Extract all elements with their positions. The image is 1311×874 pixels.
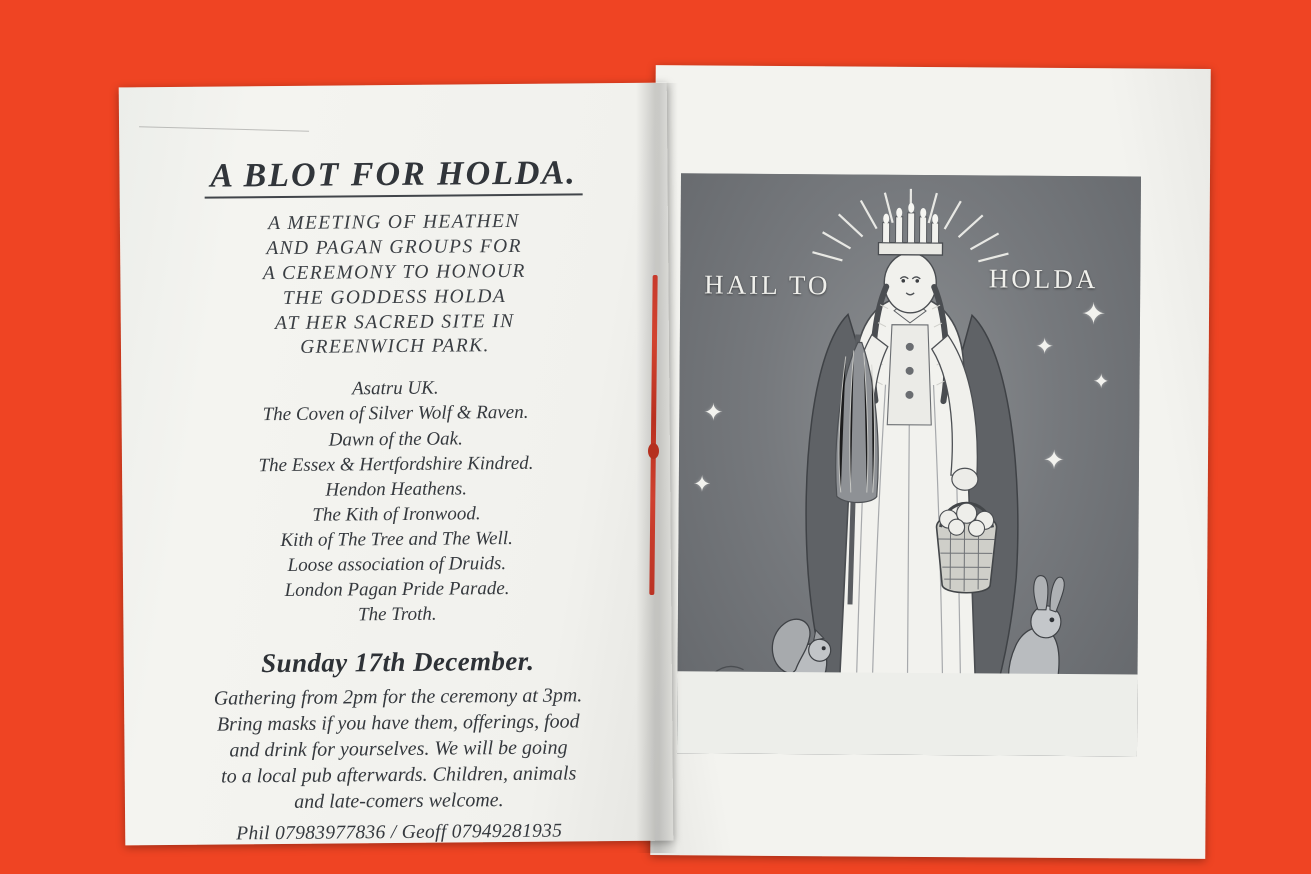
star-icon: ✦	[1080, 298, 1107, 332]
list-item: The Kith of Ironwood.	[312, 503, 481, 526]
intro-line: GREENWICH PARK.	[300, 335, 490, 359]
intro-line: A MEETING OF HEATHEN	[267, 210, 520, 234]
event-date: Sunday 17th December.	[261, 645, 535, 679]
holda-figure	[677, 173, 1141, 756]
list-item: Hendon Heathens.	[325, 478, 468, 501]
intro-line: AND PAGAN GROUPS FOR	[266, 235, 523, 259]
list-item: The Troth.	[357, 603, 437, 626]
intro-line: THE GODDESS HOLDA	[282, 285, 507, 309]
holda-illustration	[677, 173, 1141, 756]
leaflet-right-page	[650, 65, 1211, 859]
event-details	[124, 682, 673, 817]
list-item: Dawn of the Oak.	[328, 427, 463, 451]
list-item: The Essex & Hertfordshire Kindred.	[258, 452, 534, 476]
detail-line: Bring masks if you have them, offerings, food	[216, 710, 580, 736]
binding-knot	[648, 443, 659, 459]
star-icon: ✦	[703, 400, 724, 427]
illustration-caption-left: HAIL TO	[704, 269, 831, 301]
illustration-ground	[677, 671, 1138, 756]
detail-line: and late-comers welcome.	[294, 789, 504, 814]
list-item: The Coven of Silver Wolf & Raven.	[262, 402, 529, 426]
list-item: London Pagan Pride Parade.	[284, 578, 510, 602]
intro-line: A CEREMONY TO HONOUR	[262, 260, 526, 284]
participating-groups-list	[121, 374, 671, 630]
star-icon: ✦	[1092, 371, 1110, 394]
page-title: A BLOT FOR HOLDA.	[204, 155, 583, 198]
detail-line: Gathering from 2pm for the ceremony at 3pm.	[213, 684, 583, 710]
intro-line: AT HER SACRED SITE IN	[274, 310, 515, 334]
intro-paragraph	[120, 208, 669, 362]
leaflet-booklet	[108, 55, 1208, 845]
illustration-caption-right: HOLDA	[988, 263, 1099, 295]
star-icon: ✦	[692, 471, 712, 497]
detail-line: and drink for yourselves. We will be going	[229, 736, 568, 762]
leaflet-left-page	[119, 83, 674, 846]
detail-line: to a local pub afterwards. Children, animals	[221, 762, 577, 788]
list-item: Asatru UK.	[351, 378, 439, 400]
list-item: Kith of The Tree and The Well.	[280, 527, 513, 551]
star-icon: ✦	[1035, 333, 1054, 359]
list-item: Loose association of Druids.	[287, 552, 507, 576]
leaflet-left-content	[119, 83, 674, 846]
star-icon: ✦	[1043, 445, 1066, 475]
contact-details: Phil 07983977836 / Geoff 07949281935	[236, 820, 563, 845]
